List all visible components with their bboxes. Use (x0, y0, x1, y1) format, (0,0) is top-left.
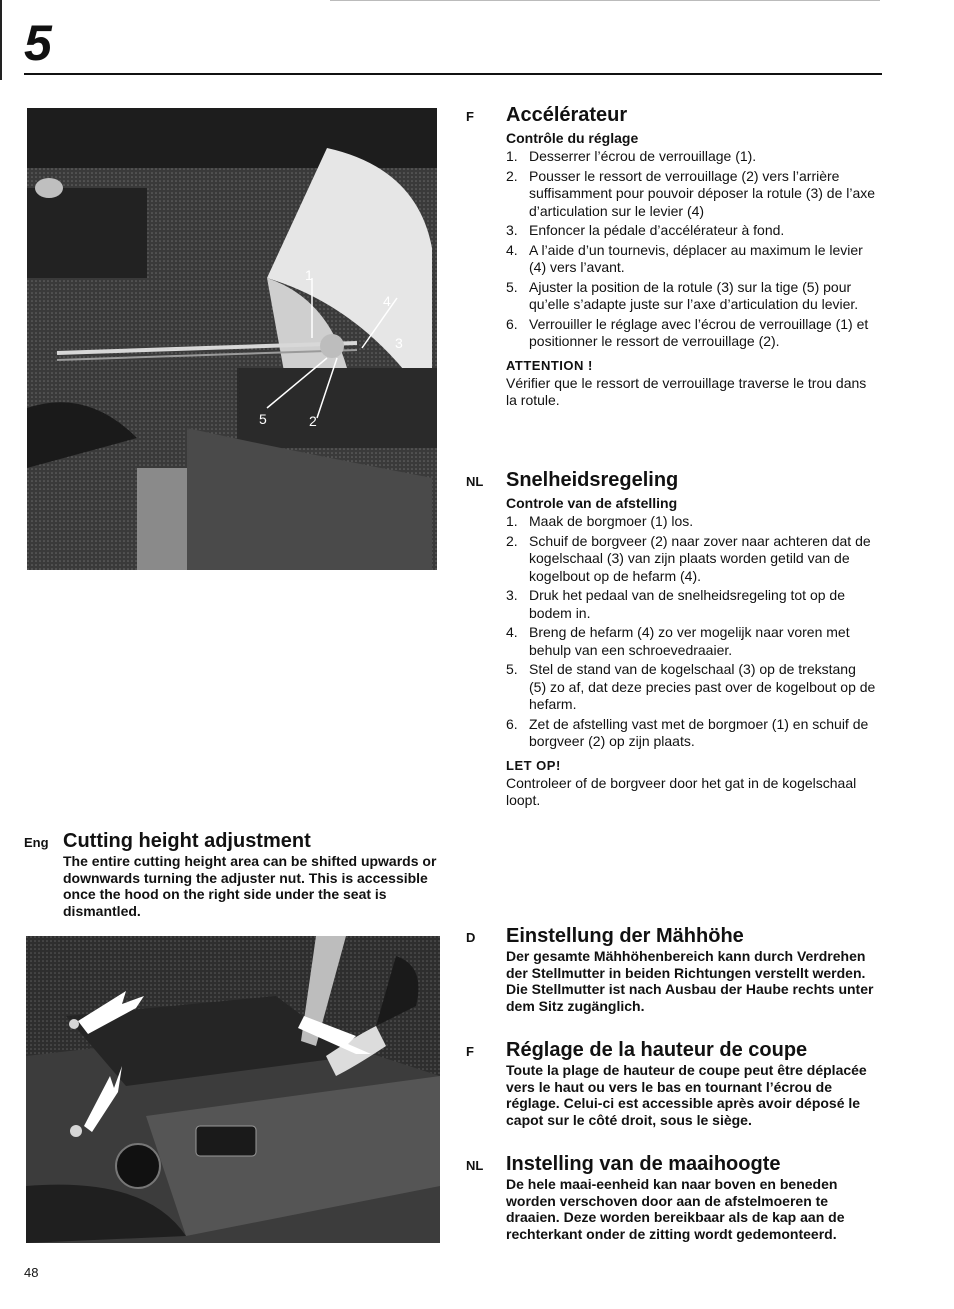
lang-code: F (466, 1044, 474, 1059)
cutting-height-photo (26, 936, 440, 1243)
callout-3: 3 (395, 335, 403, 351)
warning-text: Vérifier que le ressort de verrouillage traverse le trou dans la rotule. (506, 374, 867, 408)
section-eng-cutting-height (24, 830, 439, 919)
throttle-linkage-photo (27, 108, 437, 570)
step-item: 6. Verrouiller le réglage avec l’écrou de verrouillage (1) et positionner le ressort de verrouillage (2). (506, 315, 869, 349)
chapter-number: 5 (24, 15, 51, 71)
step-item: 5. Ajuster la position de la rotule (3) sur la tige (5) pour qu’elle s’adapte juste sur l’axe d’articulation du levier. (506, 278, 859, 312)
page-edge-mark (0, 0, 2, 80)
step-item: 6. Zet de afstelling vast met de borgmoer (1) en schuif de borgveer (2) op zijn plaats. (506, 715, 869, 749)
step-list (466, 148, 876, 351)
section-title: Snelheidsregeling (506, 469, 679, 491)
callout-2: 2 (309, 413, 317, 429)
section-body: Toute la plage de hauteur de coupe peut être déplacée vers le haut ou vers le bas en tournant l’écrou de réglage. Celui-ci est accessible après avoir déposé le capot sur le côté droit, sous le siège. (506, 1062, 867, 1128)
section-title: Réglage de la hauteur de coupe (506, 1039, 808, 1061)
warning-text: Controleer of de borgveer door het gat in de kogelschaal loopt. (506, 774, 857, 808)
lang-code: F (466, 109, 474, 124)
step-item: 2. Schuif de borgveer (2) naar zover naar achteren dat de kogelschaal (3) van zijn plaats worden getild van de kogelbout op de hefarm (4). (506, 532, 871, 584)
warning-label: ATTENTION ! (506, 357, 593, 373)
top-rule (330, 0, 880, 1)
step-item: 3. Druk het pedaal van de snelheidsregeling tot op de bodem in. (506, 587, 845, 621)
lang-code: NL (466, 1158, 484, 1173)
lang-code: NL (466, 474, 484, 489)
section-title: Instelling van de maaihoogte (506, 1153, 781, 1175)
section-fr-hauteur-coupe (466, 1039, 876, 1128)
step-item: 3. Enfoncer la pédale d’accélérateur à fond. (506, 222, 785, 238)
section-title: Accélérateur (506, 104, 628, 126)
step-item: 4. A l’aide d’un tournevis, déplacer au maximum le levier (4) vers l’avant. (506, 241, 863, 275)
step-item: 2. Pousser le ressort de verrouillage (2) vers l’arrière suffisamment pour pouvoir déposer la rotule (3) de l’axe d’articulation sur le levier (4) (506, 167, 876, 219)
section-body: De hele maai-eenheid kan naar boven en beneden worden verschoven door aan de afstelmoeren te draaien. Deze worden bereikbaar als de kap aan de rechterkant onder de zitting wordt gedemonteerd. (506, 1176, 845, 1242)
page-number: 48 (24, 1265, 39, 1280)
callout-1: 1 (305, 267, 313, 283)
section-nl-snelheidsregeling (466, 469, 876, 809)
callout-5: 5 (259, 411, 267, 427)
section-body: Der gesamte Mähhöhenbereich kann durch Verdrehen der Stellmutter in beiden Richtungen verstellt werden. Die Stellmutter ist nach Ausbau der Haube rechts unter dem Sitz zugänglich. (506, 948, 874, 1014)
warning-label: LET OP! (506, 757, 561, 773)
section-de-maehhoehe (466, 925, 876, 1014)
header-rule (24, 73, 882, 75)
section-body: The entire cutting height area can be shifted upwards or downwards turning the adjuster nut. This is accessible once the hood on the right side under the seat is dismantled. (63, 853, 437, 919)
lang-code: D (466, 930, 476, 945)
section-title: Cutting height adjustment (63, 830, 311, 852)
step-item: 1. Maak de borgmoer (1) los. (506, 513, 694, 529)
section-nl-maaihoogte (466, 1153, 876, 1242)
section-subtitle: Contrôle du réglage (506, 130, 639, 146)
step-list (466, 513, 876, 751)
section-fr-accelerateur (466, 104, 876, 409)
section-subtitle: Controle van de afstelling (506, 495, 678, 511)
step-item: 5. Stel de stand van de kogelschaal (3) op de trekstang (5) zo af, dat deze precies past over de kogelbout op de hefarm. (506, 661, 876, 712)
section-title: Einstellung der Mähhöhe (506, 925, 744, 947)
lang-code: Eng (24, 835, 49, 850)
step-item: 4. Breng de hefarm (4) zo ver mogelijk naar voren met behulp van een schroevedraaier. (506, 624, 850, 658)
callout-4: 4 (383, 293, 391, 309)
step-item: 1. Desserrer l’écrou de verrouillage (1). (506, 148, 757, 164)
